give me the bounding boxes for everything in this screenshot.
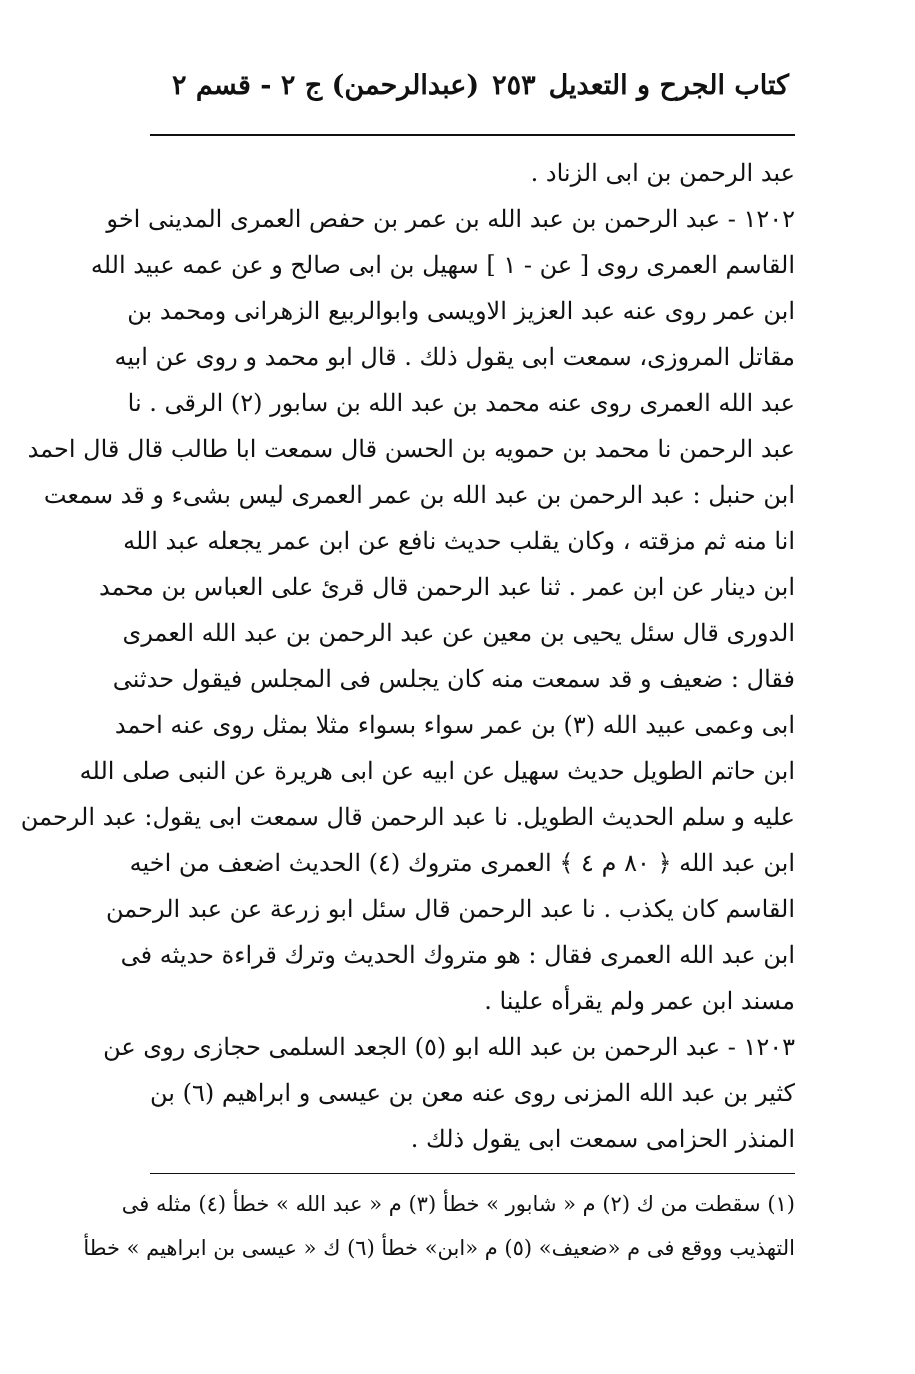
text-line: عبد الرحمن بن ابى الزناد . — [530, 159, 795, 187]
text-line: ابن حاتم الطويل حديث سهيل عن ابيه عن ابى هريرة عن النبى صلى الله — [79, 757, 795, 785]
header-rule — [150, 134, 795, 136]
entry-1202-head: ١٢٠٢ - عبد الرحمن بن عبد الله بن عمر بن حفص العمرى المدينى اخو — [106, 205, 795, 233]
text-line: المنذر الحزامى سمعت ابى يقول ذلك . — [410, 1125, 795, 1153]
text-line: الدورى قال سئل يحيى بن معين عن عبد الرحمن بن عبد الله العمرى — [122, 619, 795, 647]
book-page — [20, 70, 795, 1260]
text-line: فقال : ضعيف و قد سمعت منه كان يجلس فى المجلس فيقول حدثنى — [112, 665, 795, 693]
text-line: مقاتل المروزى، سمعت ابى يقول ذلك . قال ابو محمد و روى عن ابيه — [114, 343, 795, 371]
text-line: ابن عبد الله العمرى فقال : هو متروك الحديث وترك قراءة حديثه فى — [120, 941, 795, 969]
text-line: كثير بن عبد الله المزنى روى عنه معن بن عيسى و ابراهيم (٦) بن — [150, 1079, 795, 1107]
text-line: ابن حنبل : عبد الرحمن بن عبد الله بن عمر العمرى ليس بشىء و قد سمعت — [43, 481, 795, 509]
page-number: ٢٥٣ — [492, 70, 536, 101]
text-line: ابن عمر روى عنه عبد العزيز الاويسى وابوالربيع الزهرانى ومحمد بن — [127, 297, 795, 325]
footnotes — [83, 1182, 795, 1270]
text-line: عليه و سلم الحديث الطويل. نا عبد الرحمن قال سمعت ابى يقول: عبد الرحمن — [20, 803, 795, 831]
section-label: (عبدالرحمن) ج ٢ - قسم ٢ — [172, 70, 480, 101]
text-line: عبد الرحمن نا محمد بن حمويه بن الحسن قال سمعت ابا طالب قال قال احمد — [27, 435, 795, 463]
book-title: كتاب الجرح و التعديل — [548, 70, 789, 101]
text-line: ابن عبد الله ﴿ ٨٠ م ٤ ﴾ العمرى متروك (٤) الحديث اضعف من اخيه — [129, 849, 795, 877]
text-line: ابن دينار عن ابن عمر . ثنا عبد الرحمن قال قرئ على العباس بن محمد — [99, 573, 795, 601]
text-line: ابى وعمى عبيد الله (٣) بن عمر سواء بسواء مثلا بمثل روى عنه احمد — [114, 711, 795, 739]
text-line: عبد الله العمرى روى عنه محمد بن عبد الله بن سابور (٢) الرقى . نا — [127, 389, 795, 417]
footnote-rule — [150, 1173, 795, 1174]
running-header — [150, 70, 795, 126]
entry-1203-head: ١٢٠٣ - عبد الرحمن بن عبد الله ابو (٥) الجعد السلمى حجازى روى عن — [103, 1033, 795, 1061]
text-line: القاسم كان يكذب . نا عبد الرحمن قال سئل ابو زرعة عن عبد الرحمن — [106, 895, 795, 923]
text-line: مسند ابن عمر ولم يقرأه علينا . — [484, 987, 795, 1015]
body-text — [20, 150, 795, 1162]
footnote-line: التهذيب ووقع فى م «ضعيف» (٥) م «ابن» خطأ (٦) ك « عيسى بن ابراهيم » خطأ — [83, 1236, 795, 1260]
footnote-line: (١) سقطت من ك (٢) م « شابور » خطأ (٣) م « عبد الله » خطأ (٤) مثله فى — [121, 1192, 795, 1216]
text-line: انا منه ثم مزقته ، وكان يقلب حديث نافع عن ابن عمر يجعله عبد الله — [123, 527, 795, 555]
text-line: القاسم العمرى روى [ عن - ١ ] سهيل بن ابى صالح و عن عمه عبيد الله — [90, 251, 795, 279]
